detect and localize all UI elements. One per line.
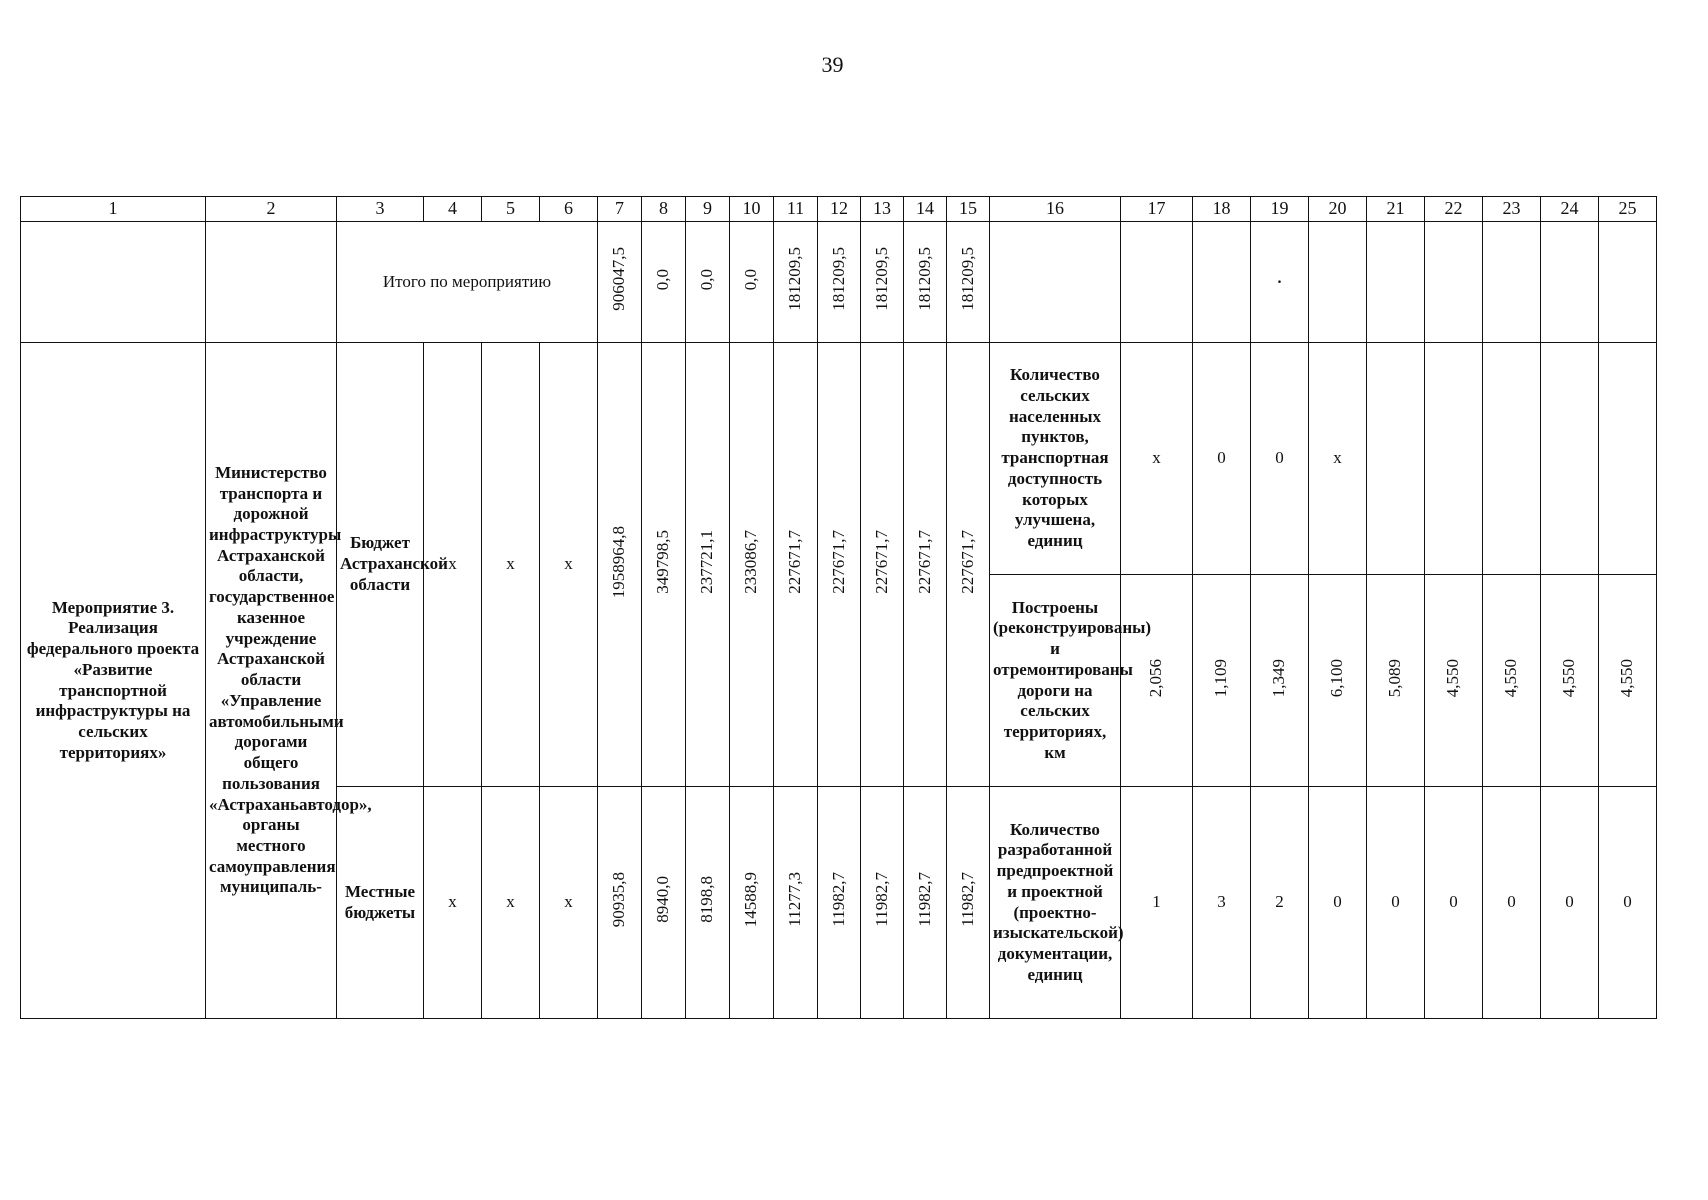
value-text: 227671,7 [785,529,805,594]
indicator-value: 0 [1367,787,1425,1019]
header-cell: 3 [337,197,424,222]
value-cell [598,343,642,787]
value-cell [686,222,730,343]
value-text: 227671,7 [957,529,977,594]
value-text: 237721,1 [697,529,717,594]
indicator-text: 4,550 [1617,658,1637,697]
value-cell [861,787,904,1019]
value-text: 181209,5 [828,247,848,311]
value-text: 227671,7 [914,529,934,594]
indicator-value [1367,575,1425,787]
indicator-value [1251,575,1309,787]
value-cell [598,222,642,343]
measures-table [20,196,1657,1019]
value-text: 181209,5 [871,247,891,311]
value-cell [947,787,990,1019]
indicator-text: 4,550 [1443,658,1463,697]
value-cell [861,343,904,787]
value-text: 227671,7 [828,529,848,594]
indicator-name: Количество сельских населенных пунктов, транспортная доступность которых улучшена, единиц [990,343,1121,575]
indicator-value [1599,343,1657,575]
indicator-value [1367,343,1425,575]
indicator-value [1541,575,1599,787]
header-cell: 14 [904,197,947,222]
executor-name: Министерство транспорта и дорожной инфраструктуры Астраханской области, государственное казенное учреждение Астраханской области «Управление автомобильными дорогами общего пользования «Астраханьавтодор», органы местного самоуправления муниципаль- [206,343,337,1019]
header-cell: 12 [818,197,861,222]
header-cell: 22 [1425,197,1483,222]
indicator-text: 1,349 [1269,658,1289,697]
dot-cell [1251,222,1309,343]
value-cell [642,222,686,343]
indicator-text: 4,550 [1559,658,1579,697]
header-cell: 1 [21,197,206,222]
value-cell [818,787,861,1019]
empty-cell [1367,222,1425,343]
empty-cell [1541,222,1599,343]
value-cell [818,222,861,343]
value-cell [904,343,947,787]
source-local: Местные бюджеты [337,787,424,1019]
value-text: 14588,9 [741,872,761,928]
value-text: 181209,5 [785,247,805,311]
value-cell [642,787,686,1019]
total-row [21,222,1657,343]
value-cell [598,787,642,1019]
value-cell [774,787,818,1019]
indicator-value [1121,575,1193,787]
empty-cell [990,222,1121,343]
indicator-text: 1,109 [1211,658,1231,697]
indicator-name: Построены (реконструированы) и отремонтированы дороги на сельских территориях, км [990,575,1121,787]
value-cell [730,787,774,1019]
local-c5: х [482,787,540,1019]
value-cell [947,343,990,787]
indicator-value: 0 [1251,343,1309,575]
value-cell [904,222,947,343]
value-cell [774,343,818,787]
value-cell [686,787,730,1019]
indicator-value [1309,575,1367,787]
header-cell: 19 [1251,197,1309,222]
source-regional: Бюджет Астраханской области [337,343,424,787]
value-cell [904,787,947,1019]
indicator-value: 0 [1309,787,1367,1019]
header-cell: 17 [1121,197,1193,222]
value-text: 90935,8 [609,872,629,928]
value-cell [947,222,990,343]
value-text: 1958964,8 [609,525,629,598]
empty-cell [1121,222,1193,343]
header-cell: 16 [990,197,1121,222]
local-c4: х [424,787,482,1019]
value-text: 181209,5 [957,247,977,311]
value-text: 0,0 [697,268,717,290]
value-text: 181209,5 [914,247,934,311]
header-cell: 11 [774,197,818,222]
empty-cell [1193,222,1251,343]
indicator-value: х [1121,343,1193,575]
value-cell [730,222,774,343]
header-cell: 9 [686,197,730,222]
indicator-value: 0 [1425,787,1483,1019]
header-cell: 4 [424,197,482,222]
indicator-name: Количество разработанной предпроектной и проектной (проектно-изыскательской) документации, единиц [990,787,1121,1019]
value-text: 11982,7 [871,872,891,927]
header-cell: 24 [1541,197,1599,222]
empty-cell [1483,222,1541,343]
indicator-value: 1 [1121,787,1193,1019]
regional-row-1 [21,343,1657,575]
value-text: 11982,7 [914,872,934,927]
empty-cell [1599,222,1657,343]
indicator-text: 2,056 [1146,658,1166,697]
regional-c5: х [482,343,540,787]
value-cell [818,343,861,787]
value-text: 0,0 [741,268,761,290]
regional-c6: х [540,343,598,787]
empty-cell [1425,222,1483,343]
indicator-value [1193,575,1251,787]
value-cell [861,222,904,343]
header-cell: 23 [1483,197,1541,222]
value-cell [642,343,686,787]
header-row [21,197,1657,222]
indicator-value: 0 [1193,343,1251,575]
total-label: Итого по мероприятию [337,222,598,343]
dot-mark: . [1276,262,1283,288]
header-cell: 15 [947,197,990,222]
header-cell: 8 [642,197,686,222]
indicator-value [1483,343,1541,575]
local-c6: х [540,787,598,1019]
regional-c4: х [424,343,482,787]
header-cell: 21 [1367,197,1425,222]
value-text: 0,0 [653,268,673,290]
indicator-text: 5,089 [1385,658,1405,697]
value-text: 233086,7 [741,529,761,594]
header-cell: 10 [730,197,774,222]
value-text: 8940,0 [653,876,673,923]
indicator-value [1425,343,1483,575]
measure-name: Мероприятие 3. Реализация федерального проекта «Развитие транспортной инфраструктуры на сельских территориях» [21,343,206,1019]
header-cell: 25 [1599,197,1657,222]
value-text: 8198,8 [697,876,717,923]
value-text: 11982,7 [828,872,848,927]
indicator-value [1483,575,1541,787]
header-cell: 2 [206,197,337,222]
indicator-value: 0 [1599,787,1657,1019]
page-number: 39 [821,52,844,77]
indicator-text: 6,100 [1327,658,1347,697]
value-text: 11982,7 [957,872,977,927]
value-text: 349798,5 [653,529,673,594]
header-cell: 18 [1193,197,1251,222]
empty-cell [206,222,337,343]
indicator-value [1599,575,1657,787]
header-cell: 13 [861,197,904,222]
empty-cell [1309,222,1367,343]
indicator-value: х [1309,343,1367,575]
indicator-value [1425,575,1483,787]
header-cell: 20 [1309,197,1367,222]
indicator-value: 0 [1483,787,1541,1019]
indicator-value: 2 [1251,787,1309,1019]
indicator-value [1541,343,1599,575]
indicator-value: 0 [1541,787,1599,1019]
indicator-text: 4,550 [1501,658,1521,697]
value-cell [730,343,774,787]
value-text: 906047,5 [609,247,629,311]
value-cell [686,343,730,787]
value-cell [774,222,818,343]
value-text: 227671,7 [871,529,891,594]
indicator-value: 3 [1193,787,1251,1019]
value-text: 11277,3 [785,872,805,927]
empty-cell [21,222,206,343]
header-cell: 7 [598,197,642,222]
header-cell: 5 [482,197,540,222]
header-cell: 6 [540,197,598,222]
